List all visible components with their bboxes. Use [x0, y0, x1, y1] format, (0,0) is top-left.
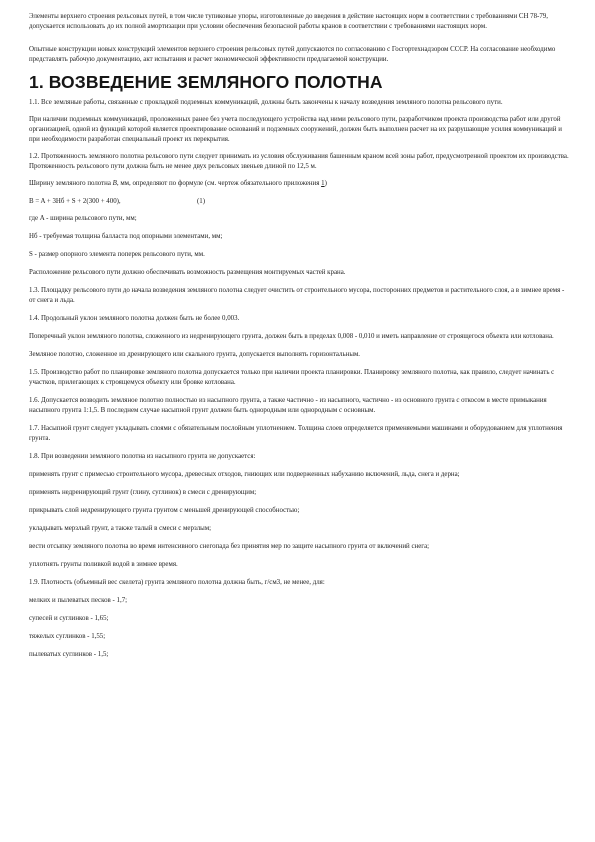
- paragraph-1-6: 1.6. Допускается возводить земляное полотно полностью из насыпного грунта, а также частично - из насыпного, частично - из основного грунта с откосом в месте примыкания насыпного грунта 1:1,5. В последнем случае насыпной грунт должен быть однородным или однородным с основным.: [29, 397, 547, 414]
- density-item: тяжелых суглинков - 1,55;: [29, 633, 106, 640]
- width-text-suffix: ): [324, 180, 327, 187]
- intro-paragraph-1: Элементы верхнего строения рельсовых путей, в том числе тупиковые упоры, изготовленные до введения в действие настоящих норм в соответствии с требованиями СН 78-79, допускается использовать до их полной амортизации при условии обеспечения безопасной работы кранов в соответствии с требованиями настоящих норм.: [29, 13, 548, 30]
- definition-hb: Hб - требуемая толщина балласта под опорными элементами, мм;: [29, 233, 223, 240]
- paragraph-1-4-horizontal: Земляное полотно, сложенное из дренирующего или скального грунта, допускается выполнять горизонтальным.: [29, 351, 361, 358]
- paragraph-1-4-slope: Поперечный уклон земляного полотна, сложенного из недренирующего грунта, должен быть в пределах 0,008 - 0,010 и иметь направление от строящегося объекта или котлована.: [29, 333, 554, 340]
- paragraph-1-1: 1.1. Все земляные работы, связанные с прокладкой подземных коммуникаций, должны быть закончены к началу возведения земляного полотна рельсового пути.: [29, 99, 503, 106]
- definition-s: S - размер опорного элемента поперек рельсового пути, мм.: [29, 251, 205, 258]
- paragraph-1-9: 1.9. Плотность (объемный вес скелета) грунта земляного полотна должна быть, г/см3, не менее, для:: [29, 579, 325, 586]
- paragraph-1-2: 1.2. Протяженность земляного полотна рельсового пути следует принимать из условия обслуживания башенным краном всей зоны работ, предусмотренной проектом их производства. Протяженность рельсового пути должна быть не менее двух рельсовых звеньев длиной по 12,5 м.: [29, 153, 569, 170]
- formula-expression: B = A + 3Hб + S + 2(300 + 400),: [29, 198, 121, 205]
- document-page: [29, 12, 569, 660]
- paragraph-1-5: 1.5. Производство работ по планировке земляного полотна допускается только при наличии проекта планировки. Планировку земляного полотна, как правило, следует начинать с участков, прилегающих к строящемуся объекту или бровке котлована.: [29, 369, 555, 386]
- paragraph-1-1-continued: При наличии подземных коммуникаций, проложенных ранее без учета последующего устройства над ними рельсового пути, разработчиком проекта производства работ или другой организацией, одной из функций которой является проектирование оснований и подземных сооружений, должен быть выполнен расчет на их разрушающие усилия коммуникаций и при необходимости разработан специальный проект их перекрытия.: [29, 116, 562, 143]
- paragraph-1-7: 1.7. Насыпной грунт следует укладывать слоями с обязательным послойным уплотнением. Толщина слоев определяется применяемыми машинами и оборудованием для уплотнения грунта.: [29, 425, 563, 442]
- paragraph-1-4: 1.4. Продольный уклон земляного полотна должен быть не более 0,003.: [29, 315, 240, 322]
- list-item: вести отсыпку земляного полотна во время интенсивного снегопада без принятия мер по защите насыпного грунта от включений снега;: [29, 543, 430, 550]
- appendix-link[interactable]: 1: [321, 180, 325, 187]
- definition-a: где A - ширина рельсового пути, мм;: [29, 215, 137, 222]
- intro-paragraph-2: Опытные конструкции новых конструкций элементов верхнего строения рельсовых путей допускаются по согласованию с Госгортехнадзором СССР. На согласование необходимо представлять рабочую документацию, акт испытания и расчет экономической эффективности предлагаемой конструкции.: [29, 46, 556, 63]
- paragraph-1-3: 1.3. Площадку рельсового пути до начала возведения земляного полотна следует очистить от строительного мусора, посторонних предметов и растительного слоя, а в зимнее время - от снега и льда.: [29, 287, 565, 304]
- width-text-middle: , мм, определяют по формуле (см. чертеж обязательного приложения: [116, 180, 322, 187]
- density-item: супесей и суглинков - 1,65;: [29, 615, 109, 622]
- list-item: уплотнять грунты поливкой водой в зимнее время.: [29, 561, 178, 568]
- list-item: применять грунт с примесью строительного мусора, древесных отходов, гниющих или подверженных набуханию включений, льда, снега и дерна;: [29, 471, 460, 478]
- paragraph-width-formula-intro: [29, 179, 569, 189]
- paragraph-rail-position: Расположение рельсового пути должно обеспечивать возможность размещения монтируемых частей крана.: [29, 269, 346, 276]
- density-item: мелких и пылеватых песков - 1,7;: [29, 597, 128, 604]
- list-item: укладывать мерзлый грунт, а также талый в смеси с мерзлым;: [29, 525, 212, 532]
- paragraph-1-8: 1.8. При возведении земляного полотна из насыпного грунта не допускается:: [29, 453, 256, 460]
- symbol-b: B: [112, 180, 117, 187]
- formula: [29, 197, 569, 207]
- formula-number: (1): [197, 198, 206, 205]
- width-text-prefix: Ширину земляного полотна: [29, 180, 113, 187]
- list-item: прикрывать слой недренирующего грунта грунтом с меньшей дренирующей способностью;: [29, 507, 300, 514]
- section-heading: 1. ВОЗВЕДЕНИЕ ЗЕМЛЯНОГО ПОЛОТНА: [29, 72, 383, 92]
- list-item: применять недренирующий грунт (глину, суглинок) в смеси с дренирующим;: [29, 489, 257, 496]
- density-item: пылеватых суглинков - 1,5;: [29, 651, 109, 658]
